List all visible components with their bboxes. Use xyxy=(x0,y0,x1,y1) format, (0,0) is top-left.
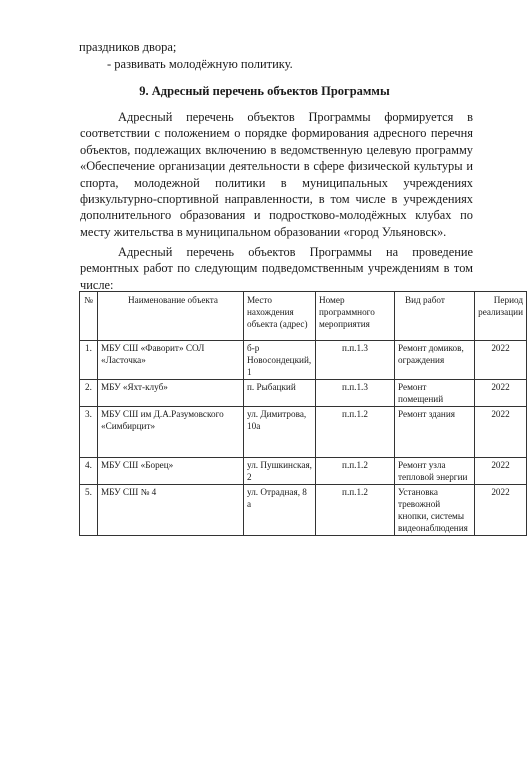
row-number: 4. xyxy=(80,458,98,485)
header-address: Место нахождения объекта (адрес) xyxy=(244,292,316,341)
row-name: МБУ СШ «Фаворит» СОЛ «Ласточка» xyxy=(98,341,244,380)
intro-line-2: - развивать молодёжную политику. xyxy=(107,57,293,71)
row-period: 2022 xyxy=(475,485,527,536)
paragraph-objects xyxy=(80,109,473,240)
row-period: 2022 xyxy=(475,341,527,380)
row-number: 5. xyxy=(80,485,98,536)
intro-line-1: праздников двора; xyxy=(79,40,177,54)
row-address: п. Рыбацкий xyxy=(244,380,316,407)
row-work: Установка тревожной кнопки, системы видеонаблюдения xyxy=(395,485,475,536)
paragraph-repairs-text: Адресный перечень объектов Программы на проведение ремонтных работ по следующим подведомственным учреждениям в том числе: xyxy=(80,245,473,292)
header-number: № xyxy=(80,292,98,341)
table-row xyxy=(80,341,527,380)
objects-table xyxy=(79,291,527,536)
row-number: 1. xyxy=(80,341,98,380)
row-period: 2022 xyxy=(475,407,527,458)
section-title: 9. Адресный перечень объектов Программы xyxy=(139,84,390,98)
row-measure: п.п.1.2 xyxy=(316,458,395,485)
row-address: ул. Отрадная, 8 а xyxy=(244,485,316,536)
row-name: МБУ «Яхт-клуб» xyxy=(98,380,244,407)
row-work: Ремонт здания xyxy=(395,407,475,458)
table-row xyxy=(80,485,527,536)
row-address: б-р Новосондецкий, 1 xyxy=(244,341,316,380)
row-period: 2022 xyxy=(475,458,527,485)
row-measure: п.п.1.2 xyxy=(316,407,395,458)
header-period: Период реализации xyxy=(475,292,527,341)
header-name: Наименование объекта xyxy=(98,292,244,341)
table-row xyxy=(80,458,527,485)
row-address: ул. Димитрова, 10а xyxy=(244,407,316,458)
row-measure: п.п.1.2 xyxy=(316,485,395,536)
row-name: МБУ СШ «Борец» xyxy=(98,458,244,485)
header-measure: Номер программного мероприятия xyxy=(316,292,395,341)
row-number: 3. xyxy=(80,407,98,458)
row-work: Ремонт домиков, ограждения xyxy=(395,341,475,380)
row-name: МБУ СШ № 4 xyxy=(98,485,244,536)
table-row xyxy=(80,407,527,458)
paragraph-objects-text: Адресный перечень объектов Программы формируется в соответствии с положением о порядке формирования адресного перечня объектов, подлежащих включению в ведомственную целевую программу «Обеспечение организации деятельности в сфере физической культуры и спорта, молодежной политики в муниципальных учреждениях физкультурно-спортивной направленности, в том числе в учреждениях дополнительного образования и подростково-молодёжных клубах по месту жительства в муниципальном образовании «город Ульяновск». xyxy=(80,110,473,239)
row-work: Ремонт узла тепловой энергии xyxy=(395,458,475,485)
row-name: МБУ СШ им Д.А.Разумовского «Симбирцит» xyxy=(98,407,244,458)
row-work: Ремонт помещений xyxy=(395,380,475,407)
paragraph-repairs xyxy=(80,244,473,293)
table-header-row xyxy=(80,292,527,341)
row-address: ул. Пушкинская, 2 xyxy=(244,458,316,485)
row-measure: п.п.1.3 xyxy=(316,341,395,380)
row-period: 2022 xyxy=(475,380,527,407)
table-row xyxy=(80,380,527,407)
row-measure: п.п.1.3 xyxy=(316,380,395,407)
header-work: Вид работ xyxy=(395,292,475,341)
row-number: 2. xyxy=(80,380,98,407)
